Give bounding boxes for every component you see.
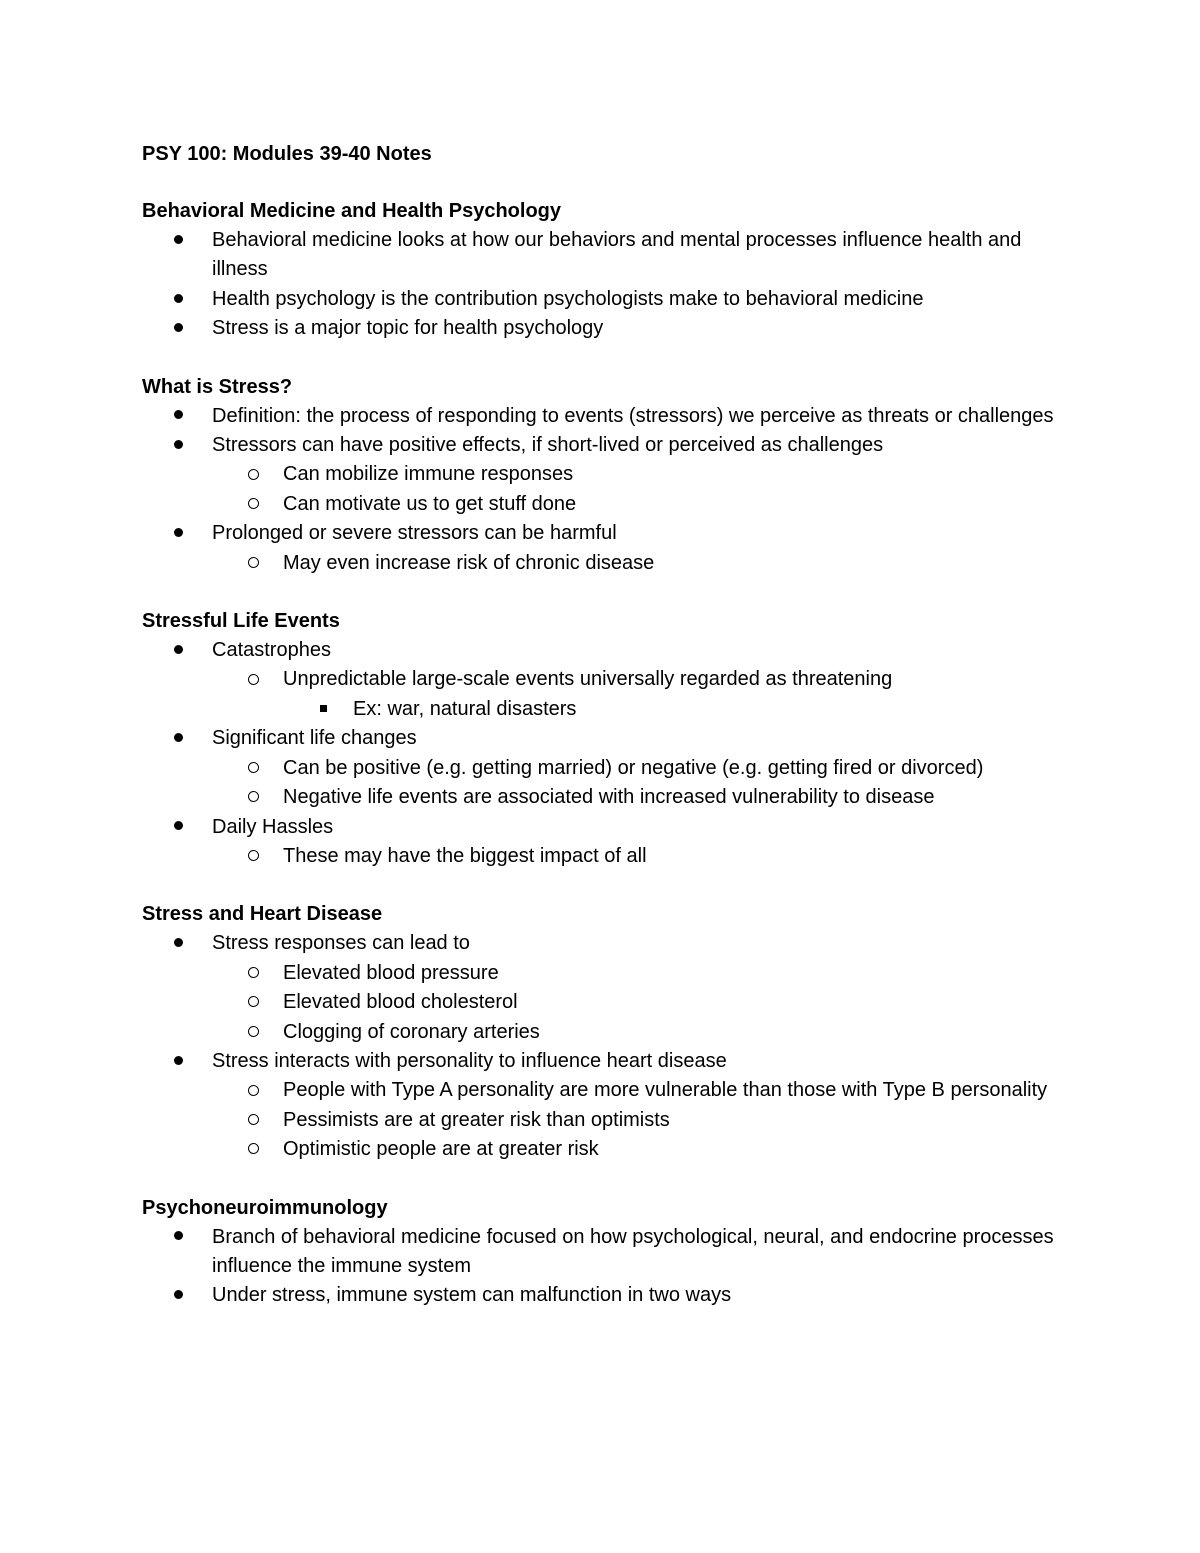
- list-item: [142, 754, 1062, 783]
- bullet-dot-icon: [174, 226, 183, 255]
- list-item: [142, 460, 1062, 489]
- list-item: [142, 519, 1062, 548]
- bullet-list: [142, 226, 1062, 344]
- list-item-text: Behavioral medicine looks at how our behaviors and mental processes influence health and illness: [212, 229, 1022, 281]
- list-item: [142, 813, 1062, 842]
- list-item: [142, 285, 1062, 314]
- list-item-text: Unpredictable large-scale events universally regarded as threatening: [283, 668, 893, 691]
- list-item: [142, 842, 1062, 871]
- bullet-circle-icon: [248, 1135, 259, 1164]
- list-item: [142, 959, 1062, 988]
- list-item: [142, 1047, 1062, 1076]
- list-item: [142, 783, 1062, 812]
- list-item-text: Elevated blood cholesterol: [283, 991, 518, 1014]
- list-item-text: Stress responses can lead to: [212, 932, 470, 955]
- bullet-list: [142, 1223, 1062, 1311]
- list-item-text: Optimistic people are at greater risk: [283, 1138, 599, 1161]
- notes-section: [142, 900, 1062, 1164]
- notes-section: [142, 1194, 1062, 1311]
- list-item: [142, 1076, 1062, 1105]
- bullet-dot-icon: [174, 929, 183, 958]
- list-item: [142, 226, 1062, 285]
- list-item-text: Stress interacts with personality to influence heart disease: [212, 1049, 727, 1072]
- section-heading: What is Stress?: [142, 375, 293, 398]
- bullet-circle-icon: [248, 1106, 259, 1135]
- section-heading: Stressful Life Events: [142, 610, 340, 633]
- list-item: [142, 402, 1062, 431]
- bullet-dot-icon: [174, 636, 183, 665]
- bullet-list: [142, 929, 1062, 1164]
- list-item: [142, 1135, 1062, 1164]
- list-item-text: Stressors can have positive effects, if short-lived or perceived as challenges: [212, 434, 884, 457]
- bullet-dot-icon: [174, 724, 183, 753]
- list-item-text: Definition: the process of responding to events (stressors) we perceive as threats or challenges: [212, 404, 1054, 427]
- list-item: [142, 431, 1062, 460]
- bullet-circle-icon: [248, 665, 259, 694]
- list-item: [142, 1281, 1062, 1310]
- list-item-text: Can motivate us to get stuff done: [283, 492, 577, 515]
- bullet-dot-icon: [174, 402, 183, 431]
- list-item-text: Pessimists are at greater risk than optimists: [283, 1108, 670, 1131]
- bullet-dot-icon: [174, 314, 183, 343]
- bullet-circle-icon: [248, 754, 259, 783]
- bullet-circle-icon: [248, 460, 259, 489]
- list-item: [142, 665, 1062, 694]
- list-item-text: Can be positive (e.g. getting married) or negative (e.g. getting fired or divorced): [283, 756, 984, 779]
- document-body: [142, 140, 1062, 1340]
- list-item-text: Ex: war, natural disasters: [353, 697, 577, 720]
- list-item: [142, 695, 1062, 724]
- list-item-text: Clogging of coronary arteries: [283, 1020, 540, 1043]
- bullet-list: [142, 636, 1062, 871]
- bullet-circle-icon: [248, 1076, 259, 1105]
- list-item: [142, 490, 1062, 519]
- bullet-circle-icon: [248, 783, 259, 812]
- list-item: [142, 929, 1062, 958]
- bullet-dot-icon: [174, 519, 183, 548]
- list-item-text: May even increase risk of chronic disease: [283, 551, 655, 574]
- bullet-circle-icon: [248, 959, 259, 988]
- list-item: [142, 1223, 1062, 1282]
- section-heading: Stress and Heart Disease: [142, 903, 383, 926]
- bullet-circle-icon: [248, 490, 259, 519]
- bullet-list: [142, 402, 1062, 578]
- section-heading: Behavioral Medicine and Health Psychology: [142, 200, 562, 222]
- bullet-circle-icon: [248, 842, 259, 871]
- bullet-circle-icon: [248, 549, 259, 578]
- list-item-text: Daily Hassles: [212, 815, 334, 838]
- bullet-dot-icon: [174, 285, 183, 314]
- list-item-text: Branch of behavioral medicine focused on how psychological, neural, and endocrine processes influence the immune system: [212, 1225, 1054, 1277]
- list-item-text: Catastrophes: [212, 639, 331, 662]
- bullet-circle-icon: [248, 988, 259, 1017]
- list-item: [142, 314, 1062, 343]
- list-item-text: Can mobilize immune responses: [283, 463, 574, 486]
- list-item: [142, 1106, 1062, 1135]
- bullet-dot-icon: [174, 813, 183, 842]
- bullet-circle-icon: [248, 1018, 259, 1047]
- list-item: [142, 636, 1062, 665]
- notes-section: [142, 373, 1062, 578]
- list-item: [142, 549, 1062, 578]
- bullet-dot-icon: [174, 1281, 183, 1310]
- list-item-text: Significant life changes: [212, 727, 417, 750]
- document-sections: [142, 197, 1062, 1311]
- list-item-text: Health psychology is the contribution psychologists make to behavioral medicine: [212, 287, 924, 310]
- list-item-text: Negative life events are associated with increased vulnerability to disease: [283, 786, 935, 809]
- list-item-text: These may have the biggest impact of all: [283, 844, 647, 867]
- bullet-square-icon: [320, 695, 327, 724]
- list-item-text: Prolonged or severe stressors can be harmful: [212, 522, 617, 545]
- bullet-dot-icon: [174, 1223, 183, 1252]
- list-item-text: Elevated blood pressure: [283, 961, 499, 984]
- list-item-text: People with Type A personality are more vulnerable than those with Type B personality: [283, 1079, 1048, 1102]
- notes-section: [142, 197, 1062, 344]
- list-item-text: Stress is a major topic for health psychology: [212, 317, 604, 340]
- list-item-text: Under stress, immune system can malfunction in two ways: [212, 1284, 732, 1307]
- document-title: PSY 100: Modules 39-40 Notes: [142, 143, 432, 165]
- list-item: [142, 988, 1062, 1017]
- notes-section: [142, 607, 1062, 871]
- bullet-dot-icon: [174, 1047, 183, 1076]
- list-item: [142, 724, 1062, 753]
- bullet-dot-icon: [174, 431, 183, 460]
- section-heading: Psychoneuroimmunology: [142, 1196, 388, 1219]
- list-item: [142, 1018, 1062, 1047]
